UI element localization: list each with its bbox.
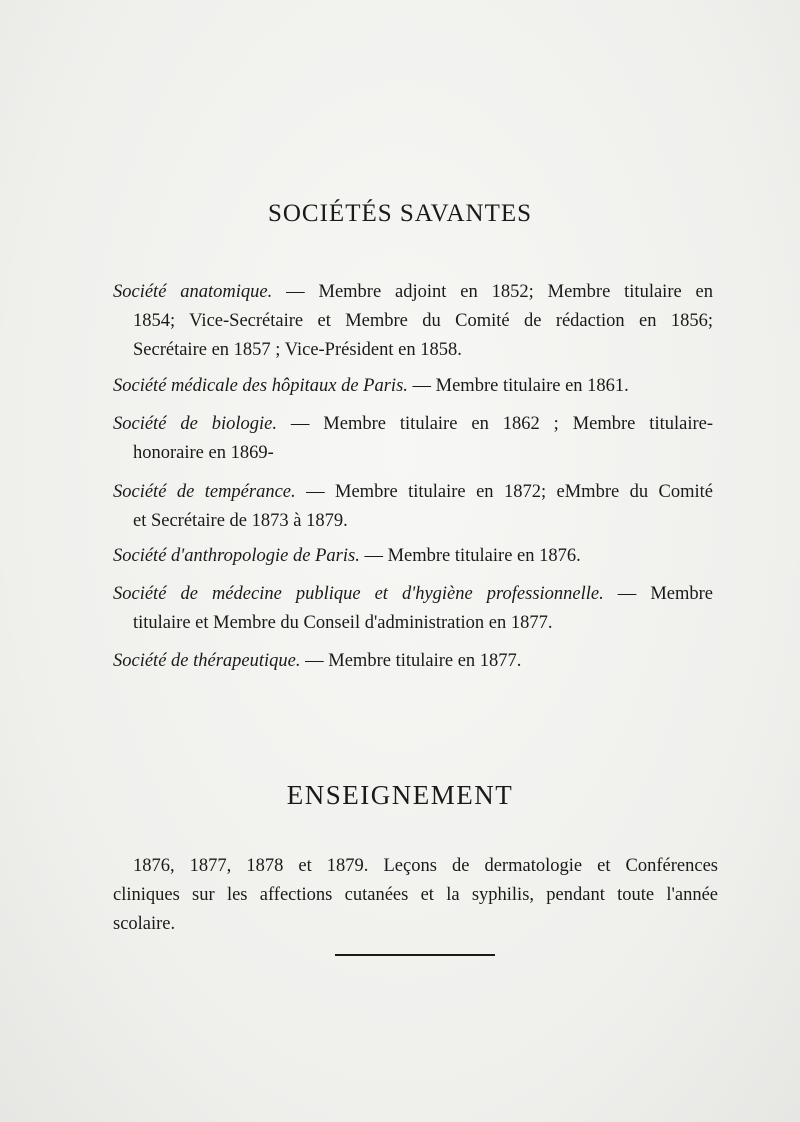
entry-text: — Membre titulaire en 1861. xyxy=(412,376,629,396)
entry-text: — Membre titulaire en 1876. xyxy=(364,546,581,566)
entry-societe-medecine-publique xyxy=(113,580,713,638)
society-name: Société de tempérance. xyxy=(113,482,296,502)
section-title-enseignement: ENSEIGNEMENT xyxy=(286,780,514,810)
entry-line: et Secrétaire de 1873 à 1879. xyxy=(133,511,348,531)
society-name: Société d'anthropologie de Paris. xyxy=(113,546,360,566)
entry-societe-biologie xyxy=(113,410,713,468)
entry-text: — Membre xyxy=(617,584,713,604)
entry-societe-anthropologie xyxy=(113,542,713,571)
entry-line xyxy=(113,410,713,439)
entry-societe-medicale xyxy=(113,372,713,401)
entry-text: — Membre adjoint en 1852; Membre titulaire en xyxy=(286,282,714,302)
closing-rule xyxy=(335,954,495,956)
para-line: cliniques sur les affections cutanées et la syphilis, pendant toute l'année xyxy=(113,885,718,905)
para-line: scolaire. xyxy=(113,914,176,934)
entry-line: 1854; Vice-Secrétaire et Membre du Comité de rédaction en 1856; xyxy=(133,311,713,331)
entry-line: titulaire et Membre du Conseil d'administration en 1877. xyxy=(133,613,553,633)
entry-text: — Membre titulaire en 1872; eMmbre du Comité xyxy=(306,482,714,502)
entry-societe-temperance xyxy=(113,478,713,536)
section-title-societes: SOCIÉTÉS SAVANTES xyxy=(267,200,533,227)
society-name: Société médicale des hôpitaux de Paris. xyxy=(113,376,408,396)
entry-text: — Membre titulaire en 1862 ; Membre titulaire- xyxy=(290,414,713,434)
para-line: 1876, 1877, 1878 et 1879. Leçons de dermatologie et Conférences xyxy=(133,856,718,876)
entry-text: — Membre titulaire en 1877. xyxy=(305,651,522,671)
entry-line xyxy=(113,647,713,676)
entry-line xyxy=(113,542,713,571)
entry-societe-therapeutique xyxy=(113,647,713,676)
entry-line: honoraire en 1869- xyxy=(133,443,274,463)
entry-line xyxy=(113,278,713,307)
society-name: Société de biologie. xyxy=(113,414,277,434)
entry-line xyxy=(113,372,713,401)
enseignement-paragraph xyxy=(113,852,718,939)
entry-societe-anatomique xyxy=(113,278,713,365)
society-name: Société de médecine publique et d'hygiène professionnelle. xyxy=(113,584,604,604)
society-name: Société de thérapeutique. xyxy=(113,651,301,671)
society-name: Société anatomique. xyxy=(113,282,273,302)
entry-line xyxy=(113,580,713,609)
entry-line xyxy=(113,478,713,507)
entry-line: Secrétaire en 1857 ; Vice-Président en 1858. xyxy=(133,340,462,360)
